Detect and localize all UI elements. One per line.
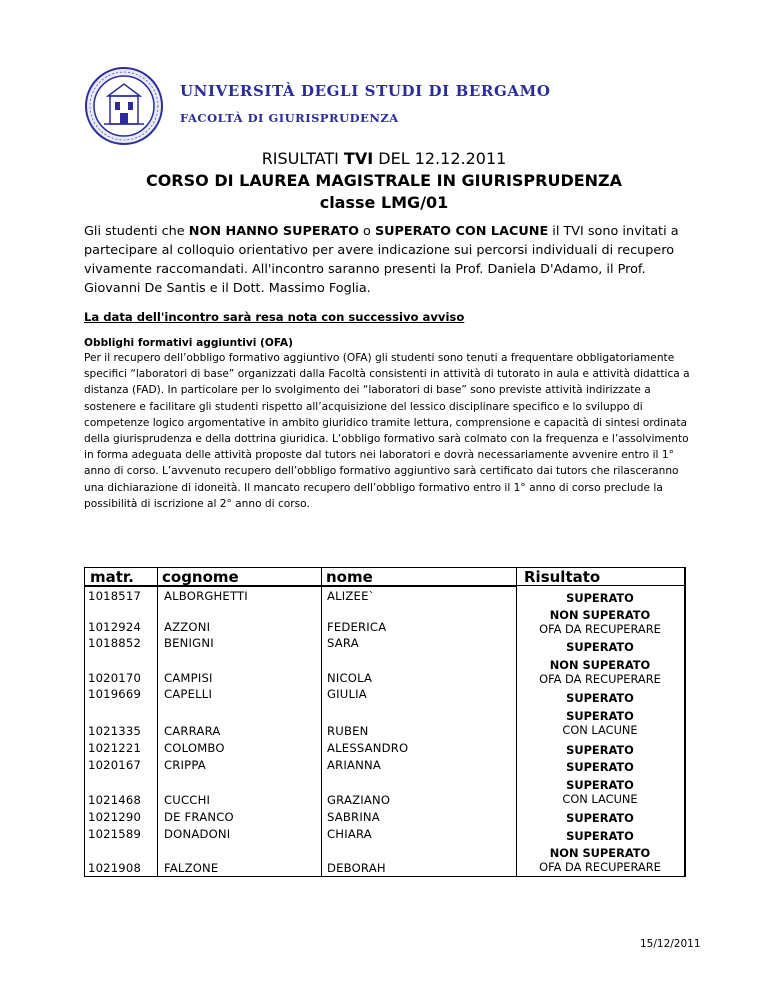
cell-matr: 1020170 [88, 671, 142, 685]
cell-cognome: DONADONI [164, 827, 231, 841]
result-cell: NON SUPERATO OFA DA RECUPERARE [539, 608, 661, 636]
header-divider [84, 585, 516, 587]
cell-nome: CHIARA [327, 827, 372, 841]
document-title [0, 148, 768, 214]
result-cell: SUPERATO [566, 811, 634, 825]
cell-cognome: CRIPPA [164, 758, 206, 772]
cell-cognome: AZZONI [164, 620, 211, 634]
cell-matr: 1021335 [88, 724, 142, 738]
cell-cognome: COLOMBO [164, 741, 225, 755]
cell-cognome: DE FRANCO [164, 810, 234, 824]
cell-cognome: CARRARA [164, 724, 221, 738]
faculty-name: FACOLTÀ DI GIURISPRUDENZA [180, 111, 399, 125]
column-divider [684, 567, 685, 877]
cell-matr: 1021908 [88, 861, 142, 875]
cell-nome: ALESSANDRO [327, 741, 409, 755]
cell-nome: DEBORAH [327, 861, 386, 875]
cell-matr: 1019669 [88, 687, 142, 701]
title-line-2: CORSO DI LAUREA MAGISTRALE IN GIURISPRUDENZA [145, 171, 623, 190]
column-divider [157, 567, 158, 877]
cell-nome: NICOLA [327, 671, 373, 685]
result-cell: NON SUPERATO OFA DA RECUPERARE [539, 658, 661, 686]
title-line-1: RISULTATI TVI DEL 12.12.2011 [261, 149, 507, 168]
cell-cognome: ALBORGHETTI [164, 589, 248, 603]
cell-nome: ARIANNA [327, 758, 382, 772]
column-divider [321, 567, 322, 877]
cell-matr: 1018852 [88, 636, 142, 650]
cell-cognome: CAPELLI [164, 687, 213, 701]
footer-date: 15/12/2011 [640, 938, 701, 950]
header-cognome: cognome [162, 568, 239, 586]
result-cell: NON SUPERATO OFA DA RECUPERARE [539, 846, 661, 874]
ofa-paragraph: Per il recupero dell’obbligo formativo aggiuntivo (OFA) gli studenti sono tenuti a frequentare obbligatoriamente specifici “laboratori di base” organizzati dalla Facoltà consistenti in attività di tutorato in aula e attività didattica a distanza (FAD). In particolare per lo svolgimento dei “laboratori di base” sono previste attività indirizzate a sostenere e facilitare gli studenti rispetto all’acquisizione del lessico disciplinare specifico e lo sviluppo di competenze logico argomentative in ambito giuridico tramite lettura, comprensione e capacità di sintesi ordinata della giurisprudenza e della dottrina giuridica. L’obbligo formativo sarà colmato con la frequenza e l’assolvimento in forma adeguata delle attività proposte dal tutors nei laboratori e dovrà necessariamente avvenire entro il 1° anno di corso. L’avvenuto recupero dell’obbligo formativo aggiuntivo sarà certificato dai tutors che rilasceranno una dichiarazione di idoneità. Il mancato recupero dell’obbligo formativo entro il 1° anno di corso preclude la possibilità di iscrizione al 2° anno di corso. [84, 352, 690, 510]
results-table [84, 567, 686, 877]
cell-matr: 1021290 [88, 810, 142, 824]
cell-matr: 1018517 [88, 589, 142, 603]
cell-matr: 1021468 [88, 793, 142, 807]
cell-nome: GRAZIANO [327, 793, 391, 807]
result-cell: SUPERATO [566, 743, 634, 757]
cell-nome: RUBEN [327, 724, 369, 738]
header-matr: matr. [90, 568, 134, 586]
cell-nome: SARA [327, 636, 359, 650]
result-cell: SUPERATO [566, 591, 634, 605]
cell-matr: 1012924 [88, 620, 142, 634]
cell-nome: ALIZEE` [327, 589, 375, 603]
header-risultato: Risultato [524, 568, 601, 586]
cell-nome: FEDERICA [327, 620, 387, 634]
cell-matr: 1020167 [88, 758, 142, 772]
header-nome: nome [326, 568, 373, 586]
cell-nome: GIULIA [327, 687, 367, 701]
result-cell: SUPERATO CON LACUNE [562, 709, 638, 737]
cell-matr: 1021221 [88, 741, 142, 755]
title-line-3: classe LMG/01 [319, 193, 449, 212]
cell-cognome: FALZONE [164, 861, 219, 875]
university-seal-icon [84, 66, 164, 146]
intro-paragraph: Gli studenti che NON HANNO SUPERATO o SUPERATO CON LACUNE il TVI sono invitati a partecipare al colloquio orientativo per avere indicazione sui percorsi individuali di recupero vivamente raccomandati. All'incontro saranno presenti la Prof. Daniela D'Adamo, il Prof. Giovanni De Santis e il Dott. Massimo Foglia. [84, 224, 679, 296]
cell-cognome: CUCCHI [164, 793, 211, 807]
cell-cognome: CAMPISI [164, 671, 213, 685]
cell-cognome: BENIGNI [164, 636, 214, 650]
ofa-heading: Obblighi formativi aggiuntivi (OFA) [84, 337, 293, 349]
result-cell: SUPERATO CON LACUNE [562, 778, 638, 806]
meeting-notice: La data dell'incontro sarà resa nota con successivo avviso [84, 310, 465, 324]
result-cell: SUPERATO [566, 760, 634, 774]
result-cell: SUPERATO [566, 640, 634, 654]
cell-matr: 1021589 [88, 827, 142, 841]
cell-nome: SABRINA [327, 810, 380, 824]
result-cell: SUPERATO [566, 829, 634, 843]
result-cell: SUPERATO [566, 691, 634, 705]
university-name: UNIVERSITÀ DEGLI STUDI DI BERGAMO [180, 82, 551, 100]
